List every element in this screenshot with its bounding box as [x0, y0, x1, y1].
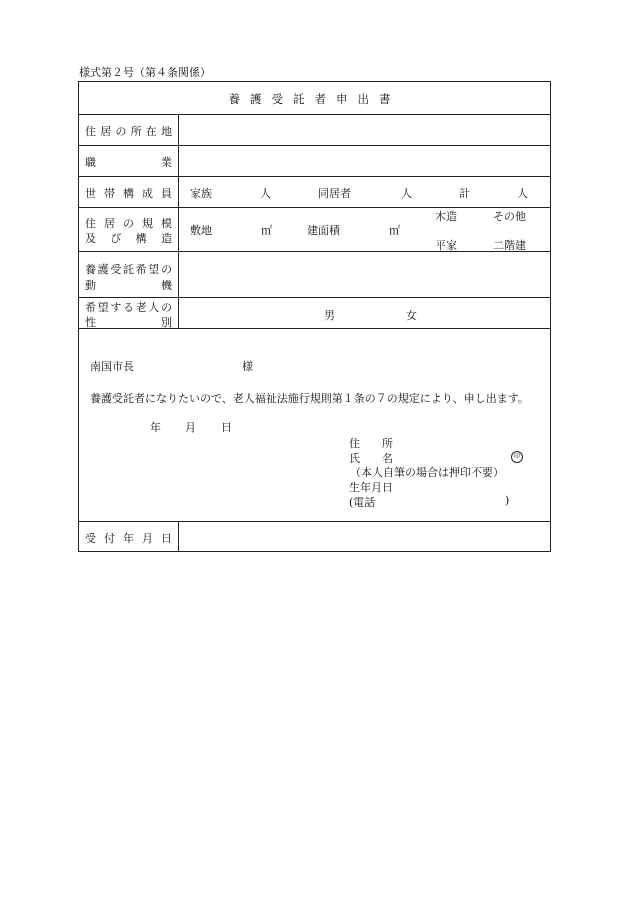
application-form — [78, 81, 551, 552]
label-char: 年 — [123, 532, 134, 545]
label-char: 別 — [161, 316, 172, 329]
label-char: 構 — [123, 187, 134, 200]
female-option[interactable]: 女 — [406, 309, 417, 322]
label-char: 日 — [161, 532, 172, 545]
label-char: 造 — [160, 232, 172, 245]
household-label — [85, 185, 172, 201]
reception-date-field[interactable] — [179, 522, 550, 551]
label-char: 養 — [85, 263, 96, 276]
dwelling-label-line1 — [85, 215, 172, 231]
label-char: 機 — [161, 279, 172, 292]
title-row — [79, 82, 550, 114]
declaration-statement: 養護受託者になりたいので、老人福祉法施行規則第１条の７の規定により、申し出ます。 — [90, 392, 529, 405]
label-char: 模 — [161, 217, 172, 230]
floor-area-label: 建面積 — [307, 224, 340, 237]
site-area-label: 敷地 — [190, 224, 212, 237]
family-label: 家族 — [190, 187, 212, 200]
address-field[interactable] — [179, 115, 550, 145]
address-label-cell — [79, 115, 179, 145]
reception-label-cell — [79, 522, 179, 551]
label-char: す — [110, 301, 122, 314]
label-char: の — [160, 301, 172, 314]
male-option[interactable]: 男 — [324, 309, 335, 322]
self-sign-note: （本人自筆の場合は押印不要） — [350, 466, 504, 479]
label-char: 希 — [85, 301, 96, 314]
occupation-label-cell — [79, 146, 179, 176]
label-char: る — [122, 301, 134, 314]
cohabitant-unit: 人 — [401, 187, 412, 200]
label-char: 世 — [85, 187, 96, 200]
date-year: 年 — [150, 421, 161, 434]
label-char: び — [110, 232, 122, 245]
label-char: 構 — [135, 232, 147, 245]
label-char: 受 — [85, 532, 96, 545]
phone-label: (電話 — [349, 496, 376, 509]
reception-label — [85, 530, 172, 546]
label-char: 業 — [161, 156, 172, 169]
declaration-row — [79, 328, 550, 521]
motive-row — [79, 251, 550, 297]
two-story-option[interactable]: 二階建 — [493, 239, 526, 252]
label-char: 希 — [135, 263, 147, 276]
date-day: 日 — [221, 421, 232, 434]
label-char: 地 — [160, 125, 172, 138]
phone-close: ) — [505, 494, 510, 507]
form-number: 様式第２号（第４条関係） — [79, 66, 211, 79]
label-char: 及 — [85, 232, 96, 245]
label-char: 住 — [85, 217, 96, 230]
label-char: 人 — [148, 301, 160, 314]
date-month: 月 — [185, 421, 196, 434]
label-char: の — [123, 217, 134, 230]
label-char: 員 — [161, 187, 172, 200]
label-char: 月 — [142, 532, 153, 545]
form-title: 養護受託者申出書 — [228, 92, 401, 106]
label-char: 望 — [148, 263, 160, 276]
total-label: 計 — [459, 187, 470, 200]
household-field[interactable] — [179, 177, 550, 207]
label-char: 帯 — [104, 187, 115, 200]
motive-label-line1 — [85, 261, 172, 277]
preferred-sex-row — [79, 297, 550, 328]
label-char: 託 — [122, 263, 134, 276]
family-unit: 人 — [260, 187, 271, 200]
dwelling-label-line2 — [85, 230, 172, 246]
label-char: の — [160, 263, 172, 276]
occupation-field[interactable] — [179, 146, 550, 176]
motive-label-cell — [79, 252, 179, 297]
label-char: 成 — [142, 187, 153, 200]
household-label-cell — [79, 177, 179, 207]
occupation-label — [85, 154, 172, 170]
label-char: 受 — [110, 263, 122, 276]
preferred-sex-field[interactable] — [179, 298, 550, 328]
wooden-option[interactable]: 木造 — [435, 210, 457, 223]
dwelling-field[interactable] — [179, 208, 550, 251]
label-char: 性 — [85, 316, 96, 329]
label-char: 職 — [85, 156, 96, 169]
other-structure-option[interactable]: その他 — [493, 210, 526, 223]
preferred-sex-label-cell — [79, 298, 179, 328]
label-char: 所 — [130, 125, 142, 138]
applicant-name-label: 氏 名 — [349, 452, 393, 465]
seal-mark: 印 — [511, 451, 523, 463]
dwelling-label-cell — [79, 208, 179, 251]
reception-row — [79, 521, 550, 551]
label-char: 望 — [97, 301, 109, 314]
single-story-option[interactable]: 平家 — [435, 239, 457, 252]
label-char: 護 — [97, 263, 109, 276]
label-char: 在 — [145, 125, 157, 138]
label-char: 規 — [142, 217, 153, 230]
birthdate-label: 生年月日 — [349, 481, 393, 494]
address-label — [85, 123, 172, 139]
motive-label-line2 — [85, 277, 172, 293]
label-char: 居 — [104, 217, 115, 230]
preferred-sex-label-line1 — [85, 299, 172, 315]
cohabitant-label: 同居者 — [318, 187, 351, 200]
label-char: 老 — [135, 301, 147, 314]
label-char: 住 — [85, 125, 96, 138]
address-row — [79, 114, 550, 145]
site-area-unit: ㎡ — [261, 224, 272, 237]
label-char: の — [115, 125, 127, 138]
honorific: 様 — [242, 360, 253, 373]
applicant-address-label: 住 所 — [349, 437, 393, 450]
occupation-row — [79, 145, 550, 176]
household-row — [79, 176, 550, 207]
floor-area-unit: ㎡ — [389, 224, 400, 237]
total-unit: 人 — [517, 187, 528, 200]
dwelling-row — [79, 207, 550, 251]
motive-field[interactable] — [179, 252, 550, 297]
label-char: 付 — [104, 532, 115, 545]
label-char: 居 — [100, 125, 112, 138]
addressee: 南国市長 — [90, 360, 134, 373]
label-char: 動 — [85, 279, 96, 292]
